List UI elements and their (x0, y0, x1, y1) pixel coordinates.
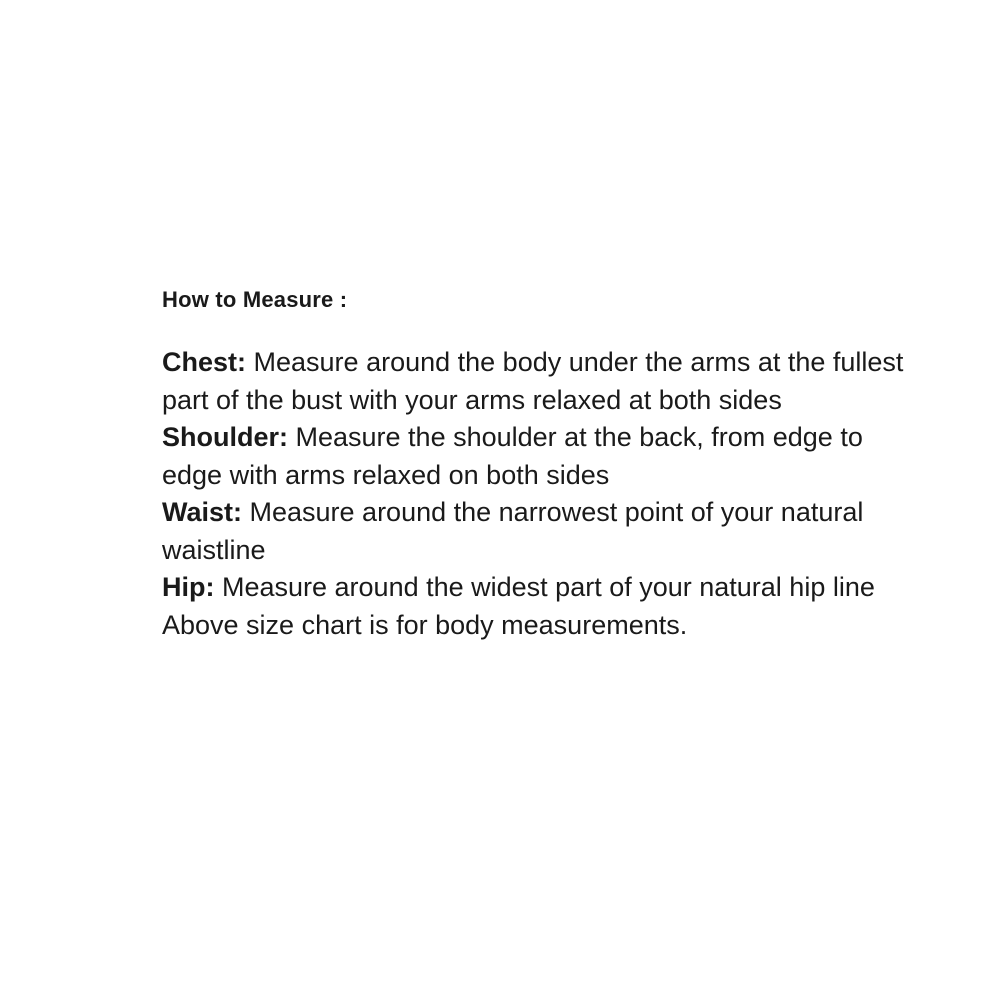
chest-term: Chest: (162, 347, 247, 377)
hip-term: Hip: (162, 572, 215, 602)
chest-description: Measure around the body under the arms at the fullest part of the bust with your arms relaxed at both sides (162, 347, 904, 415)
waist-entry (162, 494, 922, 569)
hip-entry (162, 569, 922, 607)
guide-heading: How to Measure : (162, 287, 348, 312)
waist-term: Waist: (162, 497, 242, 527)
chest-entry (162, 344, 922, 419)
hip-description: Measure around the widest part of your natural hip line (214, 572, 875, 602)
measure-guide (162, 280, 922, 644)
shoulder-entry (162, 419, 922, 494)
shoulder-term: Shoulder: (162, 422, 288, 452)
shoulder-description: Measure the shoulder at the back, from edge to edge with arms relaxed on both sides (162, 422, 863, 490)
waist-description: Measure around the narrowest point of your natural waistline (162, 497, 864, 565)
size-chart-note: Above size chart is for body measurements. (162, 609, 688, 640)
